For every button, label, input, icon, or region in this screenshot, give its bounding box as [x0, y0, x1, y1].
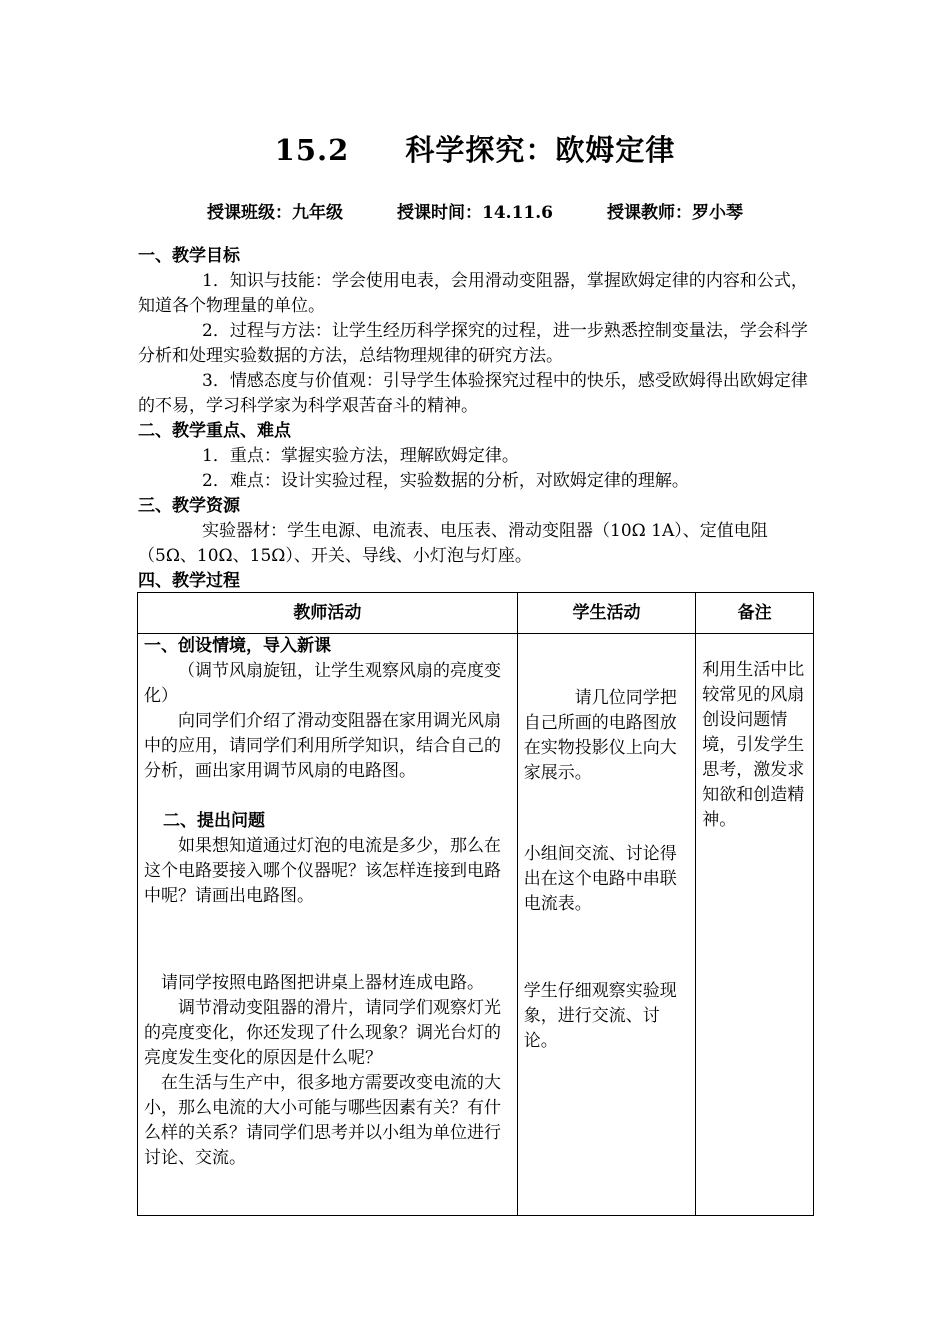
title-number: 15.2 [274, 133, 350, 167]
header-note: 备注 [696, 593, 814, 634]
teacher-heading-2: 二、提出问题 [163, 811, 265, 831]
teacher-p5: 调节滑动变阻器的滑片，请同学们观察灯光的亮度变化，你还发现了什么现象？调光台灯的亮度发生变化的原因是什么呢？ [144, 998, 501, 1068]
table-row [138, 634, 814, 1216]
student-s2: 小组间交流、讨论得出在这个电路中串联电流表。 [523, 844, 677, 914]
teacher-p6: 在生活与生产中，很多地方需要改变电流的大小，那么电流的大小可能与哪些因素有关？有什么样的关系？请同学们思考并以小组为单位进行讨论、交流。 [144, 1073, 501, 1168]
section-heading-2: 二、教学重点、难点 [138, 421, 291, 441]
key-point: 1．重点：掌握实验方法，理解欧姆定律。 [202, 446, 519, 466]
objective-1: 1．知识与技能：学会使用电表，会用滑动变阻器，掌握欧姆定律的内容和公式，知道各个物理量的单位。 [138, 271, 808, 316]
resources-text: 实验器材：学生电源、电流表、电压表、滑动变阻器（10Ω 1A）、定值电阻（5Ω、10Ω、15Ω）、开关、导线、小灯泡与灯座。 [138, 521, 768, 566]
note-cell [696, 634, 814, 1216]
note-text: 利用生活中比较常见的风扇创设问题情境，引发学生思考，激发求知欲和创造精神。 [702, 660, 805, 830]
teaching-process-table [137, 592, 814, 1216]
teacher-p2: 向同学们介绍了滑动变阻器在家用调光风扇中的应用，请同学们利用所学知识，结合自己的分析，画出家用调节风扇的电路图。 [144, 711, 501, 781]
section-heading-3: 三、教学资源 [138, 496, 240, 516]
table-header-row [138, 593, 814, 634]
section-heading-4: 四、教学过程 [138, 571, 240, 591]
title-text: 科学探究：欧姆定律 [405, 133, 676, 167]
teacher-p1: （调节风扇旋钮，让学生观察风扇的亮度变化） [144, 661, 501, 706]
body-text [138, 244, 814, 594]
teacher-p4: 请同学按照电路图把讲桌上器材连成电路。 [161, 973, 484, 993]
header-teacher: 教师活动 [138, 593, 518, 634]
objective-3: 3．情感态度与价值观：引导学生体验探究过程中的快乐，感受欧姆得出欧姆定律的不易，学习科学家为科学艰苦奋斗的精神。 [138, 371, 808, 416]
lesson-meta [0, 198, 950, 223]
teacher-p3: 如果想知道通过灯泡的电流是多少，那么在这个电路要接入哪个仪器呢？该怎样连接到电路中呢？请画出电路图。 [144, 836, 501, 906]
teacher-heading-1: 一、创设情境，导入新课 [144, 636, 331, 656]
meta-time: 授课时间：14.11.6 [397, 203, 553, 223]
header-student: 学生活动 [517, 593, 696, 634]
section-heading-1: 一、教学目标 [138, 246, 240, 266]
objective-2: 2．过程与方法：让学生经历科学探究的过程，进一步熟悉控制变量法，学会科学分析和处理实验数据的方法，总结物理规律的研究方法。 [138, 321, 808, 366]
meta-teacher: 授课教师：罗小琴 [606, 203, 743, 223]
meta-class: 授课班级：九年级 [207, 203, 343, 223]
teacher-activity-cell [138, 634, 518, 1216]
difficult-point: 2．难点：设计实验过程，实验数据的分析，对欧姆定律的理解。 [202, 471, 689, 491]
student-s3: 学生仔细观察实验现象，进行交流、讨论。 [523, 981, 677, 1051]
student-s1: 请几位同学把自己所画的电路图放在实物投影仪上向大家展示。 [523, 688, 677, 783]
page-title [0, 128, 950, 169]
student-activity-cell [517, 634, 696, 1216]
